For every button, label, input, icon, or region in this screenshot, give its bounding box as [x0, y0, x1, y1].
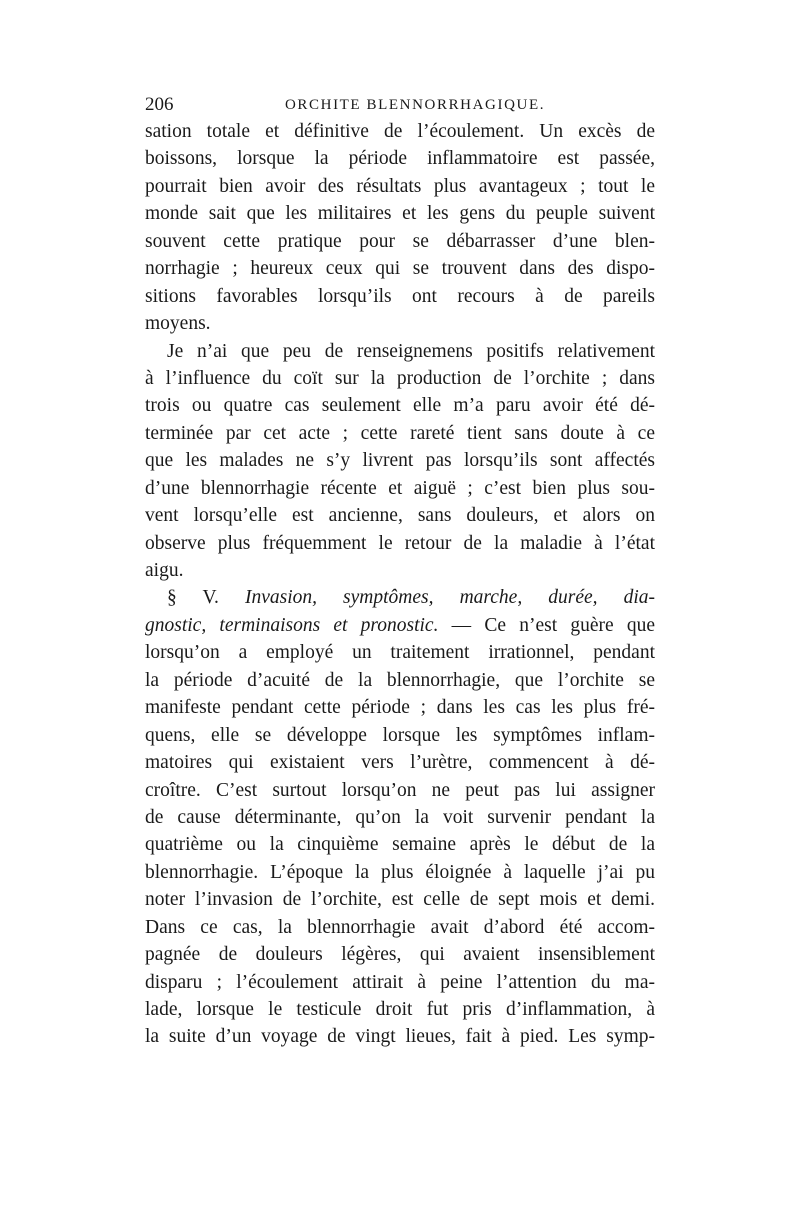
text-line: terminée par cet acte ; cette rareté tient sans doute à ce — [145, 422, 655, 444]
section-text: — Ce n’est guère que — [438, 614, 655, 636]
paragraph-coitus — [145, 338, 655, 585]
text-line: lorsqu’on a employé un traitement irrationnel, pendant — [145, 642, 655, 664]
text-line: de cause déterminante, qu’on la voit survenir pendant la — [145, 806, 655, 828]
text-line: matoires qui existaient vers l’urètre, commencent à dé- — [145, 752, 655, 774]
text-line: boissons, lorsque la période inflammatoire est passée, — [145, 148, 655, 170]
running-head — [145, 92, 655, 118]
text-line: noter l’invasion de l’orchite, est celle de sept mois et demi. — [145, 889, 655, 911]
text-line: blennorrhagie. L’époque la plus éloignée à laquelle j’ai pu — [145, 861, 655, 883]
text-line: sation totale et définitive de l’écoulement. Un excès de — [145, 121, 655, 142]
text-line: d’une blennorrhagie récente et aiguë ; c’est bien plus sou- — [145, 477, 655, 499]
running-title: ORCHITE BLENNORRHAGIQUE. — [285, 97, 546, 113]
section-title-italic: Invasion, symptômes, marche, durée, dia- — [244, 587, 656, 609]
text-line: Je n’ai que peu de renseignemens positifs relativement — [167, 340, 655, 362]
text-line: norrhagie ; heureux ceux qui se trouvent dans des dispo- — [145, 258, 655, 280]
text-line: pagnée de douleurs légères, qui avaient insensiblement — [145, 944, 655, 966]
section-5 — [145, 584, 655, 1050]
text-line: à l’influence du coït sur la production de l’orchite ; dans — [145, 367, 655, 389]
section-mark: § V. — [167, 587, 245, 609]
text-line: observe plus fréquemment le retour de la maladie à l’état — [145, 532, 655, 554]
text-line: croître. C’est surtout lorsqu’on ne peut pas lui assigner — [145, 779, 655, 801]
text-line: souvent cette pratique pour se débarrasser d’une blen- — [145, 230, 655, 252]
paragraph-drinks — [145, 118, 655, 338]
text-line: quatrième ou la cinquième semaine après le début de la — [145, 834, 655, 856]
text-line: que les malades ne s’y livrent pas lorsqu’ils sont affectés — [145, 450, 655, 472]
book-page — [145, 92, 655, 1051]
text-line: manifeste pendant cette période ; dans les cas les plus fré- — [145, 697, 655, 719]
text-line: la suite d’un voyage de vingt lieues, fait à pied. Les symp- — [145, 1026, 655, 1048]
text-line: quens, elle se développe lorsque les symptômes inflam- — [145, 724, 655, 746]
text-line: aigu. — [145, 560, 184, 581]
text-line: monde sait que les militaires et les gens du peuple suivent — [145, 203, 655, 225]
text-line: moyens. — [145, 313, 211, 335]
section-heading-line — [145, 584, 655, 611]
text-line: la période d’acuité de la blennorrhagie, que l’orchite se — [145, 669, 655, 691]
page-number: 206 — [145, 94, 174, 115]
text-line: lade, lorsque le testicule droit fut pris d’inflammation, à — [145, 999, 655, 1020]
text-line: sitions favorables lorsqu’ils ont recours à de pareils — [145, 285, 655, 307]
section-heading-line — [145, 612, 655, 639]
text-line: Dans ce cas, la blennorrhagie avait d’abord été accom- — [145, 916, 655, 938]
text-line: vent lorsqu’elle est ancienne, sans douleurs, et alors on — [145, 505, 655, 527]
text-line: trois ou quatre cas seulement elle m’a paru avoir été dé- — [145, 395, 655, 417]
section-title-italic: gnostic, terminaisons et pronostic. — [145, 614, 439, 636]
text-line: disparu ; l’écoulement attirait à peine l’attention du ma- — [145, 971, 655, 993]
text-line: pourrait bien avoir des résultats plus avantageux ; tout le — [145, 175, 655, 197]
